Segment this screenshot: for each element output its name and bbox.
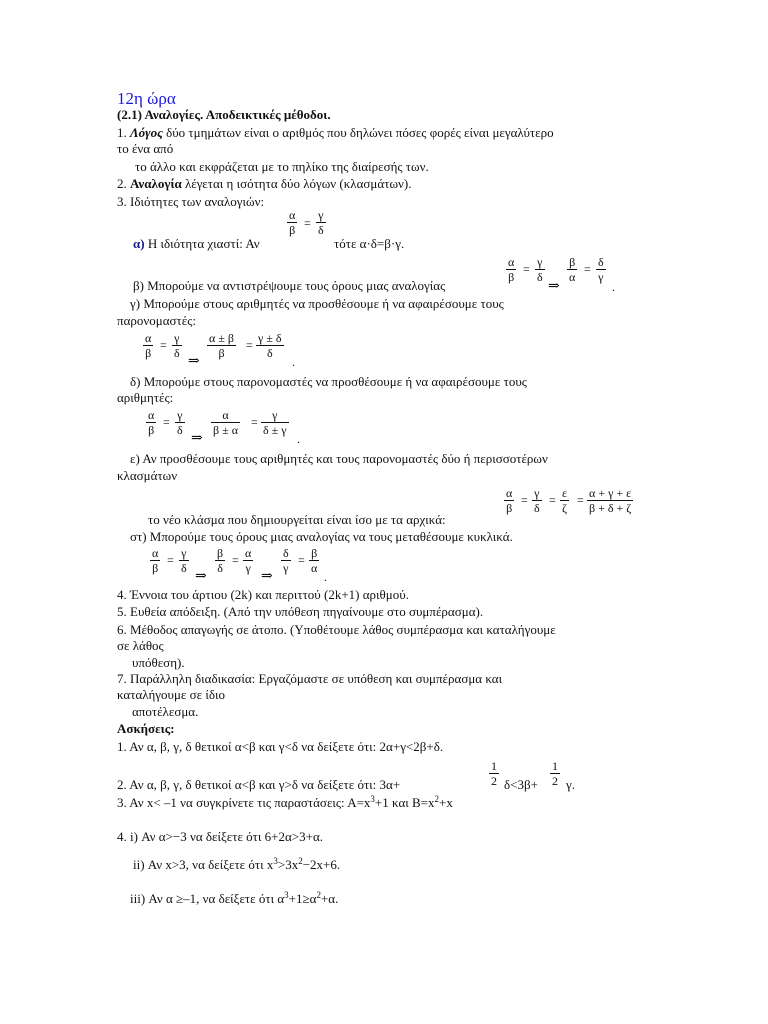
fraction-g-d: γ δ — [318, 208, 324, 237]
property-a-label: α) — [133, 236, 145, 251]
item-7: 7. Παράλληλη διαδικασία: Εργαζόμαστε σε υπόθεση και συμπέρασμα και — [117, 671, 503, 686]
fraction-apmb-b: α ± β β — [209, 331, 234, 360]
item-1-text: δύο τμημάτων είναι ο αριθμός που δηλώνει πόσες φορές είναι μεγαλύτερο — [166, 125, 554, 140]
fraction-d-g: δ γ — [283, 546, 289, 575]
fraction-g-dpmg: γ δ ± γ — [263, 408, 287, 437]
exercise-1: 1. Αν α, β, γ, δ θετικοί α<β και γ<δ να δείξετε ότι: 2α+γ<2β+δ. — [117, 739, 444, 754]
exercise-2: 2. Αν α, β, γ, δ θετικοί α<β και γ>δ να δείξετε ότι: 3α+ — [117, 777, 401, 792]
fraction-a-b: α β — [508, 255, 515, 284]
fraction-g-d: γ δ — [534, 486, 540, 515]
property-e: ε) Αν προσθέσουμε τους αριθμητές και τους παρονομαστές δύο ή περισσοτέρων — [130, 451, 548, 466]
equals-sign: = — [160, 338, 167, 352]
item-2-num: 2. — [117, 176, 127, 191]
exercises-heading: Ασκήσεις: — [117, 721, 175, 736]
page-title: 12η ώρα — [117, 89, 176, 108]
fraction-a-b: α β — [289, 208, 296, 237]
property-e-cont: κλασμάτων — [117, 468, 178, 483]
equals-sign: = — [163, 415, 170, 429]
item-6: 6. Μέθοδος απαγωγής σε άτοπο. (Υποθέτουμε λάθος συμπέρασμα και καταλήγουμε — [117, 622, 556, 637]
exercise-2-end: γ. — [566, 777, 575, 792]
implies-arrow: ⇒ — [191, 431, 203, 446]
item-5: 5. Ευθεία απόδειξη. (Από την υπόθεση πηγαίνουμε στο συμπέρασμα). — [117, 604, 484, 619]
property-e-result: το νέο κλάσμα που δημιουργείται είναι ίσο με τα αρχικά: — [148, 512, 446, 527]
equals-sign: = — [246, 338, 253, 352]
property-d-cont: αριθμητές: — [117, 390, 174, 405]
fraction-b-a: β α — [569, 255, 576, 284]
fraction-d-g: δ γ — [598, 255, 604, 284]
fraction-a-b: α β — [152, 546, 159, 575]
item-6-cont: σε λάθος — [117, 638, 164, 653]
item-2 — [117, 176, 411, 192]
fraction-sum: α + γ + ε β + δ + ζ — [589, 486, 632, 515]
exercise-4-i: 4. i) Αν α>−3 να δείξετε ότι 6+2α>3+α. — [117, 829, 324, 844]
equals-sign: = — [251, 415, 258, 429]
fraction-g-d: γ δ — [181, 546, 187, 575]
item-7-cont: καταλήγουμε σε ίδιο — [117, 687, 225, 702]
equals-sign: = — [521, 493, 528, 507]
equals-sign: = — [549, 493, 556, 507]
item-1-num: 1. — [117, 125, 127, 140]
equals-sign: = — [584, 262, 591, 276]
property-st: στ) Μπορούμε τους όρους μιας αναλογίας να τους μεταθέσουμε κυκλικά. — [130, 529, 513, 544]
item-3: 3. Ιδιότητες των αναλογιών: — [117, 194, 265, 209]
implies-arrow: ⇒ — [548, 279, 560, 294]
fraction-b-d: β δ — [217, 546, 224, 575]
item-2-term: Αναλογία — [130, 176, 182, 191]
property-a-then: τότε α·δ=β·γ. — [334, 236, 405, 251]
fraction-a-b: α β — [145, 331, 152, 360]
period: . — [324, 570, 327, 584]
fraction-gpmd-d: γ ± δ δ — [258, 331, 282, 360]
exercise-4-ii: ii) Αν x>3, να δείξετε ότι $x^3>3x^2-2x+6$. — [133, 856, 341, 872]
fraction-a-b: α β — [148, 408, 155, 437]
period: . — [612, 280, 615, 294]
fraction-e-z: ε ζ — [562, 486, 568, 515]
fraction-b-a: β α — [311, 546, 318, 575]
property-a-text: Η ιδιότητα χιαστί: Αν — [147, 236, 260, 251]
equals-sign: = — [577, 493, 584, 507]
equals-sign: = — [523, 262, 530, 276]
fraction-a-g: α γ — [245, 546, 252, 575]
item-1-cont: το ένα από — [117, 141, 174, 156]
period: . — [292, 355, 295, 369]
equals-sign: = — [304, 216, 311, 230]
item-1-term: Λόγος — [130, 125, 163, 140]
fraction-a-b: α β — [506, 486, 513, 515]
implies-arrow: ⇒ — [188, 354, 200, 369]
exercise-2-mid: δ<3β+ — [504, 777, 538, 792]
item-7-cont2: αποτέλεσμα. — [132, 704, 199, 719]
equals-sign: = — [167, 553, 174, 567]
fraction-g-d: γ δ — [174, 331, 180, 360]
item-1 — [117, 125, 554, 141]
property-g: γ) Μπορούμε στους αριθμητές να προσθέσουμε ή να αφαιρέσουμε τους — [130, 296, 504, 311]
subtitle: (2.1) Αναλογίες. Αποδεικτικές μέθοδοι. — [117, 107, 331, 122]
property-a — [133, 236, 260, 252]
implies-arrow: ⇒ — [261, 569, 273, 584]
fraction-g-d: γ δ — [177, 408, 183, 437]
exercise-4-iii: iii) Αν α ≥–1, να δείξετε ότι $\alpha^3+1\ge\alpha^2+\alpha$. — [130, 890, 339, 906]
fraction-a-bpma: α β ± α — [213, 408, 238, 437]
fraction-one-half: 1 2 — [491, 759, 497, 788]
property-g-cont: παρονομαστές: — [117, 313, 196, 328]
implies-arrow: ⇒ — [195, 569, 207, 584]
fraction-one-half: 1 2 — [552, 759, 558, 788]
item-1-cont2: το άλλο και εκφράζεται με το πηλίκο της διαίρεσής των. — [135, 159, 429, 174]
item-2-text: λέγεται η ισότητα δύο λόγων (κλασμάτων). — [185, 176, 412, 191]
item-6-cont2: υπόθεση). — [132, 655, 185, 670]
equals-sign: = — [298, 553, 305, 567]
period: . — [297, 432, 300, 446]
fraction-g-d: γ δ — [537, 255, 543, 284]
item-4: 4. Έννοια του άρτιου (2k) και περιττού (2k+1) αριθμού. — [117, 587, 409, 602]
exercise-3: 3. Αν x< –1 να συγκρίνετε τις παραστάσεις: $A=x^3+1$ και $B=x^2+x$ — [117, 794, 453, 810]
property-b: β) Μπορούμε να αντιστρέψουμε τους όρους μιας αναλογίας — [133, 278, 446, 293]
property-d: δ) Μπορούμε στους παρονομαστές να προσθέσουμε ή να αφαιρέσουμε τους — [130, 374, 527, 389]
equals-sign: = — [232, 553, 239, 567]
